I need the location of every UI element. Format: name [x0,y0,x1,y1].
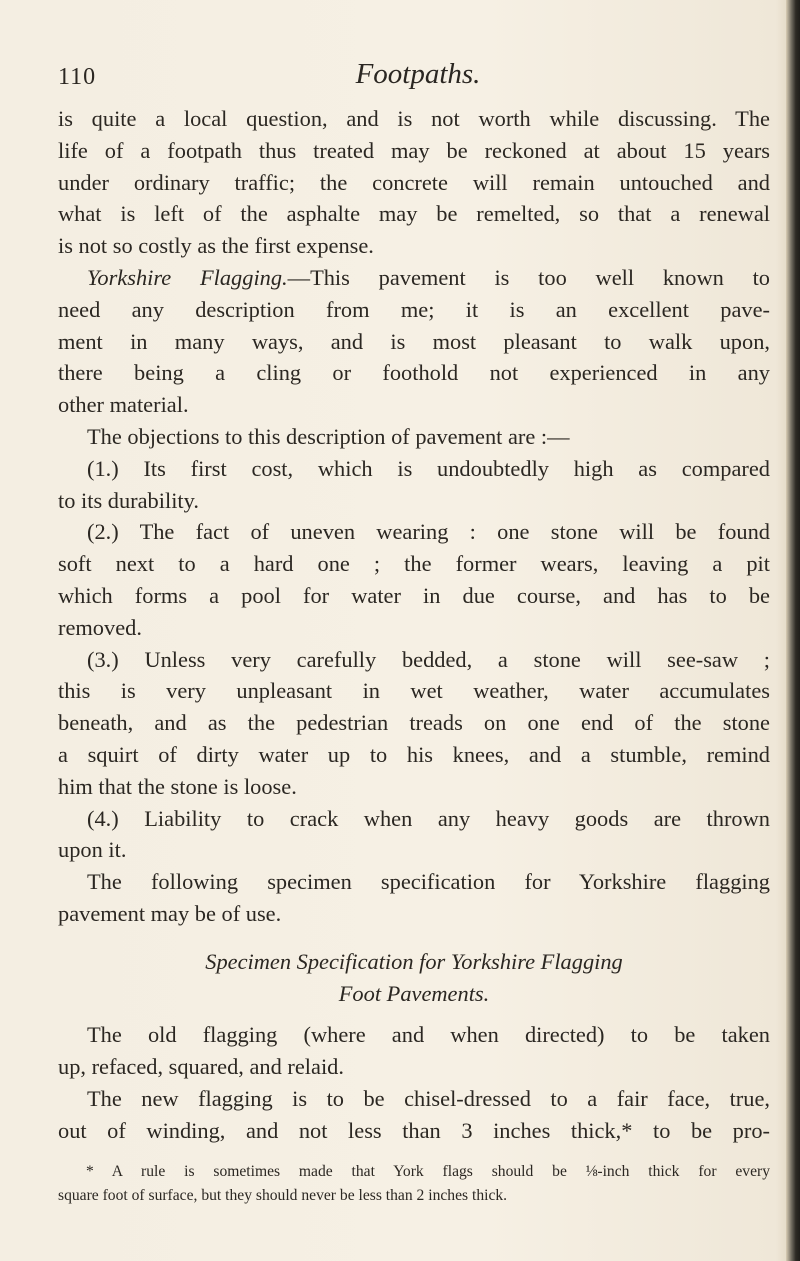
text-line: removed. [58,614,142,640]
text-line: under ordinary traffic; the concrete will remain untouched and [58,169,770,195]
text-line: what is left of the asphalte may be remelted, so that a renewal [58,201,770,227]
page-header [58,58,758,98]
text-line: to its durability. [58,487,199,513]
page-edge [786,0,800,1261]
text-line: ment in many ways, and is most pleasant to walk upon, [58,328,770,354]
text-line: is not so costly as the first expense. [58,233,374,259]
spacer [58,1009,770,1019]
text-line: The following specimen specification for Yorkshire flagging [87,869,770,895]
text-line: him that the stone is loose. [58,773,297,799]
text-line: The new flagging is to be chisel-dressed to a fair face, true, [87,1085,770,1111]
text-line [58,262,770,294]
text-line: upon it. [58,837,127,863]
text-line: this is very unpleasant in wet weather, water accumulates [58,678,770,704]
text-line: beneath, and as the pedestrian treads on one end of the stone [58,710,770,736]
text-run: —This pavement is too well known to [287,264,770,290]
text-line: up, refaced, squared, and relaid. [58,1054,344,1080]
text-line: life of a footpath thus treated may be reckoned at about 15 years [58,137,770,163]
section-heading: Specimen Specification for Yorkshire Flagging [205,948,623,974]
text-line: (4.) Liability to crack when any heavy goods are thrown [87,805,770,831]
text-line: a squirt of dirty water up to his knees, and a stumble, remind [58,741,770,767]
text-line: (2.) The fact of uneven wearing : one stone will be found [87,519,770,545]
page-number: 110 [58,64,97,90]
section-heading-continued: Foot Pavements. [338,980,490,1006]
text-line: (1.) Its first cost, which is undoubtedly high as compared [87,455,770,481]
run-in-heading: Yorkshire Flagging. [87,264,288,290]
text-line: is quite a local question, and is not worth while discussing. The [58,106,770,131]
text-line: there being a cling or foothold not experienced in any [58,360,770,386]
text-line: soft next to a hard one ; the former wears, leaving a pit [58,551,770,577]
spacer [58,930,770,946]
text-line: The old flagging (where and when directed) to be taken [87,1022,770,1048]
footnote-line: square foot of surface, but they should never be less than 2 inches thick. [58,1187,508,1204]
text-line: pavement may be of use. [58,900,282,926]
body-text [58,103,770,1147]
text-line: other material. [58,392,189,418]
text-line: which forms a pool for water in due course, and has to be [58,582,770,608]
text-line: The objections to this description of pavement are :— [87,423,570,449]
text-line: out of winding, and not less than 3 inches thick,* to be pro- [58,1117,770,1143]
footnote-line: * A rule is sometimes made that York flags should be ⅛-inch thick for every [86,1163,770,1180]
text-line: (3.) Unless very carefully bedded, a stone will see-saw ; [87,646,770,672]
running-title: Footpaths. [355,58,481,90]
footnote [58,1160,770,1208]
text-line: need any description from me; it is an excellent pave- [58,296,770,322]
